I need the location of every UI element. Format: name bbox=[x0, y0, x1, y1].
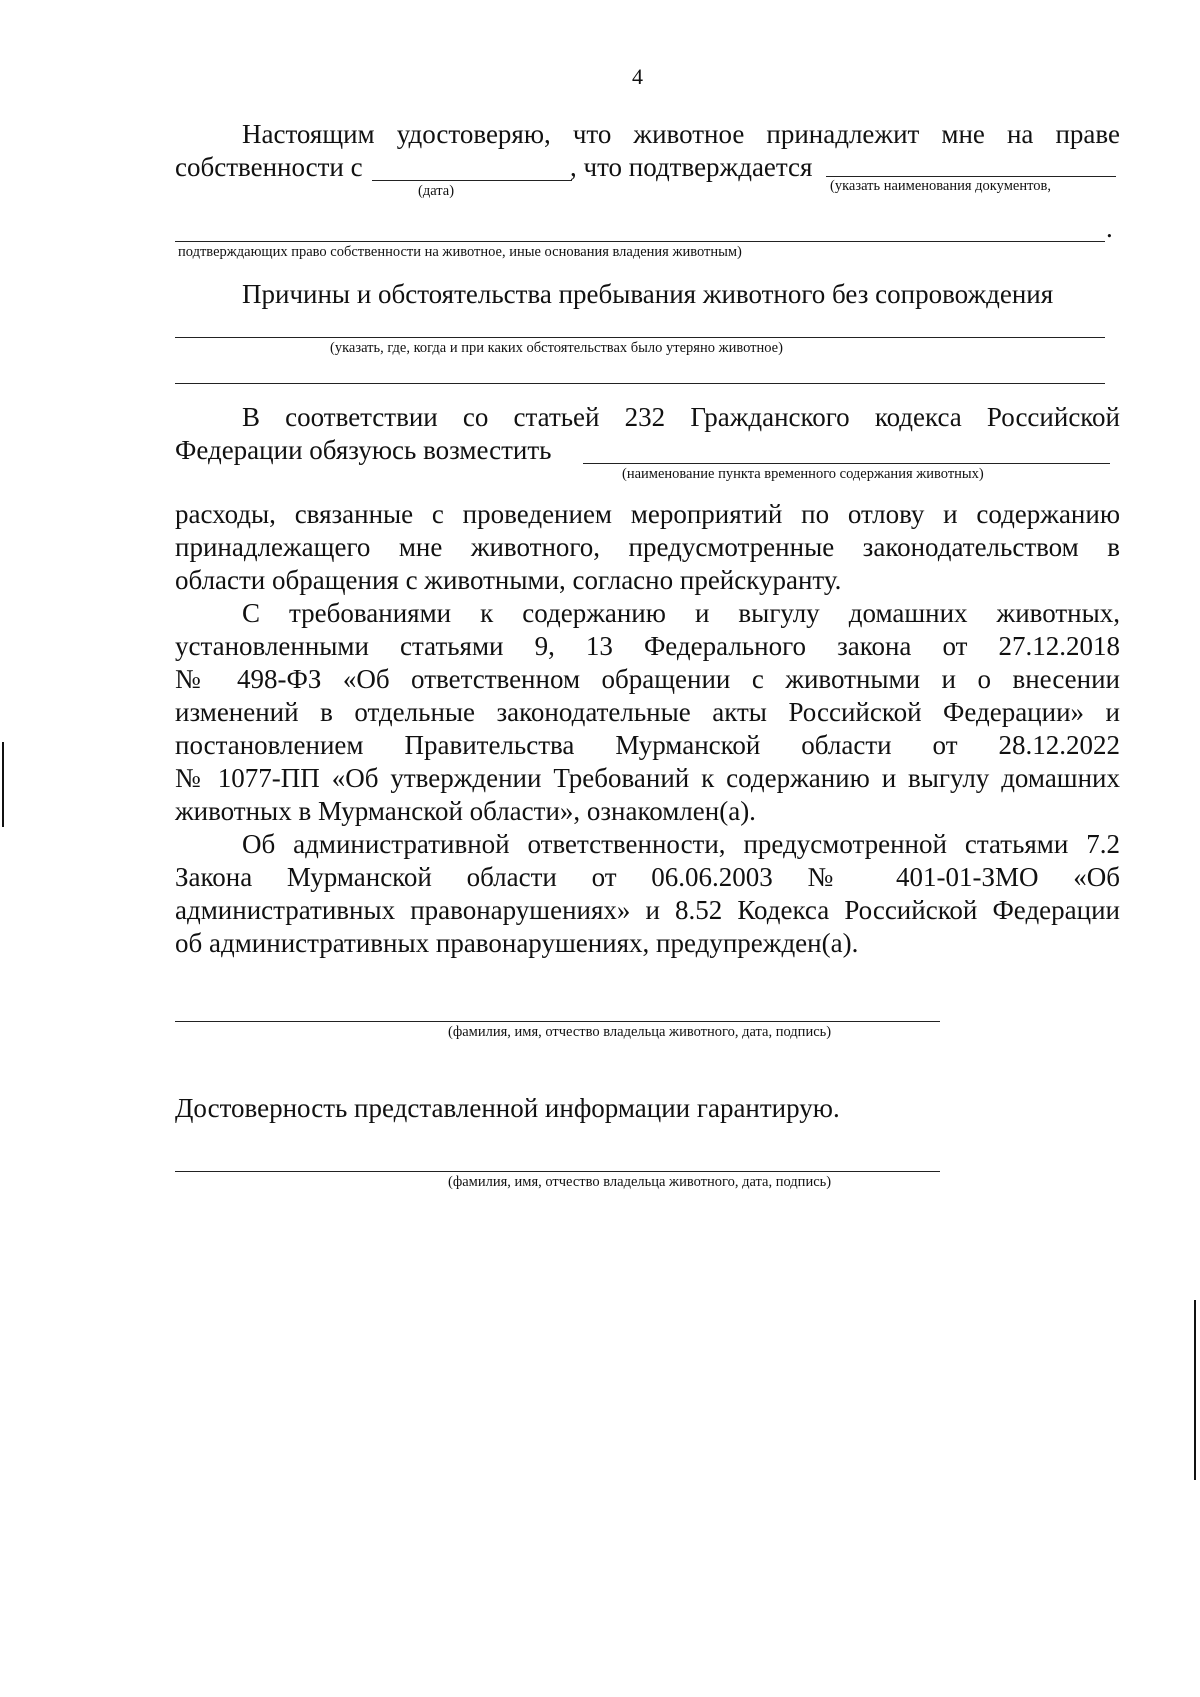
reimburse-caption: (наименование пункта временного содержания животных) bbox=[622, 466, 984, 482]
documents-caption: (указать наименования документов, bbox=[830, 178, 1051, 194]
liability-line-3: административных правонарушениях» и 8.52 Кодекса Российской Федерации bbox=[175, 895, 1120, 925]
requirements-line-7: животных в Мурманской области», ознакомлен(а). bbox=[175, 796, 756, 826]
requirements-line-4: изменений в отдельные законодательные акты Российской Федерации» и bbox=[175, 697, 1120, 727]
requirements-line-2: установленными статьями 9, 13 Федерального закона от 27.12.2018 bbox=[175, 631, 1120, 661]
requirements-line-5: постановлением Правительства Мурманской области от 28.12.2022 bbox=[175, 730, 1120, 760]
documents-caption-2: подтверждающих право собственности на животное, иные основания владения животным) bbox=[178, 244, 742, 260]
signature-caption-1: (фамилия, имя, отчество владельца животного, дата, подпись) bbox=[448, 1024, 832, 1040]
guarantee-statement: Достоверность представленной информации гарантирую. bbox=[175, 1093, 840, 1123]
signature-caption-2: (фамилия, имя, отчество владельца животного, дата, подпись) bbox=[448, 1174, 832, 1190]
reimburse-blank-line bbox=[583, 463, 1110, 464]
date-blank-line bbox=[372, 180, 572, 181]
reasons-caption: (указать, где, когда и при каких обстоятельствах было утеряно животное) bbox=[330, 340, 783, 356]
scan-edge-mark-right bbox=[1194, 1300, 1196, 1480]
signature-line-1 bbox=[175, 1021, 940, 1022]
reimburse-line-2: Федерации обязуюсь возместить bbox=[175, 435, 552, 465]
ownership-line-2-mid: , что подтверждается bbox=[570, 152, 813, 182]
signature-line-2 bbox=[175, 1171, 940, 1172]
liability-line-2: Закона Мурманской области от 06.06.2003 № 401-01-ЗМО «Об bbox=[175, 862, 1120, 892]
reasons-blank-line-2 bbox=[175, 383, 1105, 384]
liability-line-4: об административных правонарушениях, предупрежден(а). bbox=[175, 928, 859, 958]
liability-line-1: Об административной ответственности, предусмотренной статьями 7.2 bbox=[242, 829, 1120, 859]
date-caption: (дата) bbox=[418, 183, 455, 199]
reimburse-p-line-2: принадлежащего мне животного, предусмотренные законодательством в bbox=[175, 532, 1120, 562]
reimburse-line-1: В соответствии со статьей 232 Гражданского кодекса Российской bbox=[242, 402, 1120, 432]
ownership-line-1: Настоящим удостоверяю, что животное принадлежит мне на праве bbox=[242, 119, 1120, 149]
requirements-line-1: С требованиями к содержанию и выгулу домашних животных, bbox=[242, 598, 1120, 628]
reimburse-p-line-3: области обращения с животными, согласно прейскуранту. bbox=[175, 565, 842, 595]
documents-blank-line bbox=[826, 176, 1116, 177]
reimburse-p-line-1: расходы, связанные с проведением мероприятий по отлову и содержанию bbox=[175, 499, 1120, 529]
requirements-line-3: № 498-ФЗ «Об ответственном обращении с животными и о внесении bbox=[175, 664, 1120, 694]
documents-period: . bbox=[1106, 213, 1113, 243]
documents-blank-line-2 bbox=[175, 241, 1105, 242]
page-number: 4 bbox=[632, 64, 643, 89]
scan-edge-mark-left bbox=[2, 742, 4, 827]
reasons-blank-line-1 bbox=[175, 337, 1105, 338]
requirements-line-6: № 1077-ПП «Об утверждении Требований к содержанию и выгулу домашних bbox=[175, 763, 1120, 793]
reasons-heading: Причины и обстоятельства пребывания животного без сопровождения bbox=[242, 279, 1054, 309]
ownership-line-2-start: собственности с bbox=[175, 152, 363, 182]
